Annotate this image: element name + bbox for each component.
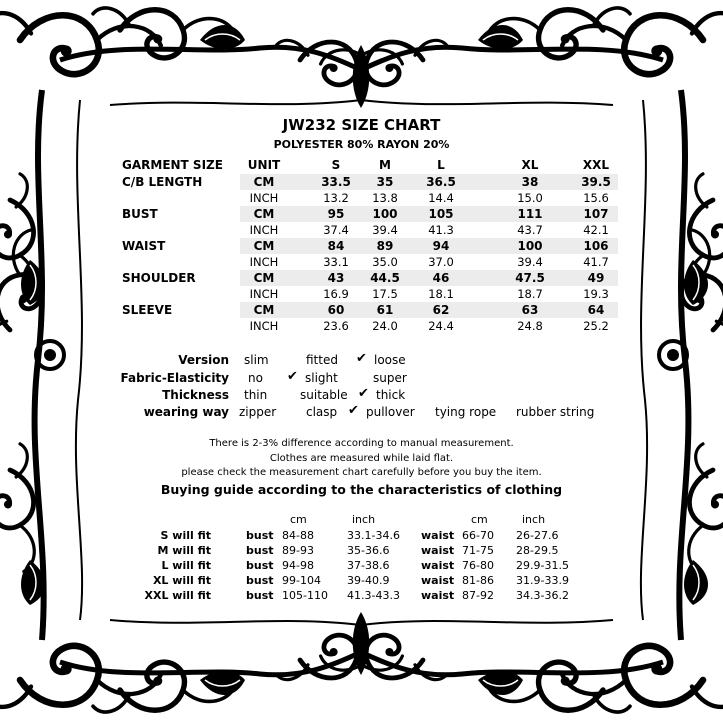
guide-bust-word: bust xyxy=(246,529,274,542)
guide-size-label: L will fit xyxy=(161,559,211,572)
inch-value: 18.7 xyxy=(517,287,543,301)
guide-waist-word: waist xyxy=(421,544,455,557)
guide-bust-inch: 41.3-43.3 xyxy=(347,589,400,602)
checkmark-icon: ✔ xyxy=(348,403,359,418)
unit-inch-label: INCH xyxy=(249,319,279,333)
cm-value: 105 xyxy=(428,207,454,221)
guide-bust-word: bust xyxy=(246,574,274,587)
guide-bust-word: bust xyxy=(246,589,274,602)
characteristic-option: pullover xyxy=(366,405,415,419)
characteristic-label: wearing way xyxy=(143,405,229,419)
unit-inch-label: INCH xyxy=(249,255,279,269)
guide-col-cm: cm xyxy=(290,513,307,526)
inch-value: 42.1 xyxy=(583,223,609,237)
inch-value: 24.0 xyxy=(372,319,398,333)
cm-value: 100 xyxy=(517,239,543,253)
cm-value: 84 xyxy=(327,239,345,253)
inch-value: 33.1 xyxy=(323,255,349,269)
unit-cm-label: CM xyxy=(253,303,275,317)
guide-bust-inch: 37-38.6 xyxy=(347,559,390,572)
guide-waist-inch: 26-27.6 xyxy=(516,529,559,542)
unit-inch-label: INCH xyxy=(249,223,279,237)
cm-value: 100 xyxy=(372,207,398,221)
size-row-label: BUST xyxy=(122,207,158,221)
guide-bust-word: bust xyxy=(246,544,274,557)
size-row-label: SLEEVE xyxy=(122,303,173,317)
characteristic-option: tying rope xyxy=(435,405,497,419)
guide-waist-word: waist xyxy=(421,589,455,602)
inch-value: 41.7 xyxy=(583,255,609,269)
size-header-3: M xyxy=(379,158,391,172)
note-line-2: Clothes are measured while laid flat. xyxy=(269,453,454,464)
characteristic-label: Thickness xyxy=(162,388,229,402)
cm-value: 43 xyxy=(327,271,345,285)
characteristic-option: zipper xyxy=(239,405,277,419)
characteristic-label: Fabric-Elasticity xyxy=(120,371,229,385)
guide-bust-cm: 99-104 xyxy=(282,574,321,587)
inch-value: 16.9 xyxy=(323,287,349,301)
inch-value: 35.0 xyxy=(372,255,398,269)
cm-value: 39.5 xyxy=(581,175,611,189)
size-header-1: UNIT xyxy=(247,158,281,172)
unit-cm-label: CM xyxy=(253,239,275,253)
guide-waist-inch: 29.9-31.5 xyxy=(516,559,569,572)
guide-waist-inch: 34.3-36.2 xyxy=(516,589,569,602)
size-header-5: XL xyxy=(521,158,539,172)
cm-value: 60 xyxy=(327,303,345,317)
guide-bust-cm: 89-93 xyxy=(282,544,314,557)
inch-value: 14.4 xyxy=(428,191,454,205)
cm-value: 107 xyxy=(583,207,609,221)
cm-value: 49 xyxy=(587,271,605,285)
page-title: JW232 SIZE CHART xyxy=(282,116,441,134)
guide-size-label: XXL will fit xyxy=(144,589,211,602)
size-row-label: C/B LENGTH xyxy=(122,175,203,189)
inch-value: 18.1 xyxy=(428,287,454,301)
cm-value: 62 xyxy=(432,303,450,317)
characteristic-option: slight xyxy=(305,371,338,385)
guide-col-inch-2: inch xyxy=(522,513,546,526)
inch-value: 23.6 xyxy=(323,319,349,333)
cm-value: 61 xyxy=(376,303,394,317)
characteristic-option: slim xyxy=(244,353,269,367)
guide-size-label: S will fit xyxy=(160,529,211,542)
inch-value: 19.3 xyxy=(583,287,609,301)
inch-value: 24.4 xyxy=(428,319,454,333)
guide-bust-inch: 39-40.9 xyxy=(347,574,390,587)
inch-value: 15.6 xyxy=(583,191,609,205)
size-header-2: S xyxy=(331,158,341,172)
unit-cm-label: CM xyxy=(253,207,275,221)
inch-value: 37.0 xyxy=(428,255,454,269)
cm-value: 111 xyxy=(517,207,543,221)
guide-waist-word: waist xyxy=(421,574,455,587)
guide-waist-cm: 81-86 xyxy=(462,574,494,587)
cm-value: 33.5 xyxy=(321,175,351,189)
characteristic-option: super xyxy=(373,371,407,385)
inch-value: 25.2 xyxy=(583,319,609,333)
cm-value: 106 xyxy=(583,239,609,253)
guide-bust-cm: 94-98 xyxy=(282,559,314,572)
cm-value: 36.5 xyxy=(426,175,456,189)
unit-cm-label: CM xyxy=(253,271,275,285)
characteristic-option: suitable xyxy=(300,388,348,402)
size-header-0: GARMENT SIZE xyxy=(122,158,223,172)
guide-size-label: XL will fit xyxy=(152,574,211,587)
checkmark-icon: ✔ xyxy=(356,351,367,366)
cm-value: 35 xyxy=(376,175,394,189)
cm-value: 63 xyxy=(521,303,539,317)
inch-value: 39.4 xyxy=(372,223,398,237)
size-header-6: XXL xyxy=(582,158,610,172)
guide-waist-word: waist xyxy=(421,559,455,572)
buying-guide-title: Buying guide according to the characteristics of clothing xyxy=(160,482,563,497)
cm-value: 64 xyxy=(587,303,605,317)
guide-waist-word: waist xyxy=(421,529,455,542)
unit-inch-label: INCH xyxy=(249,287,279,301)
guide-waist-inch: 31.9-33.9 xyxy=(516,574,569,587)
material-subtitle: POLYESTER 80% RAYON 20% xyxy=(273,138,450,151)
guide-waist-cm: 66-70 xyxy=(462,529,494,542)
guide-bust-cm: 84-88 xyxy=(282,529,314,542)
inch-value: 13.2 xyxy=(323,191,349,205)
cm-value: 47.5 xyxy=(515,271,545,285)
guide-waist-cm: 71-75 xyxy=(462,544,494,557)
guide-waist-cm: 87-92 xyxy=(462,589,494,602)
unit-cm-label: CM xyxy=(253,175,275,189)
size-row-label: SHOULDER xyxy=(122,271,196,285)
guide-bust-inch: 35-36.6 xyxy=(347,544,390,557)
size-header-4: L xyxy=(437,158,445,172)
inch-value: 41.3 xyxy=(428,223,454,237)
characteristic-option: thick xyxy=(376,388,406,402)
guide-bust-inch: 33.1-34.6 xyxy=(347,529,400,542)
characteristic-label: Version xyxy=(178,353,229,367)
guide-bust-cm: 105-110 xyxy=(282,589,328,602)
inch-value: 24.8 xyxy=(517,319,543,333)
guide-bust-word: bust xyxy=(246,559,274,572)
checkmark-icon: ✔ xyxy=(358,386,369,401)
inch-value: 17.5 xyxy=(372,287,398,301)
characteristic-option: rubber string xyxy=(516,405,595,419)
inch-value: 43.7 xyxy=(517,223,543,237)
cm-value: 44.5 xyxy=(370,271,400,285)
characteristic-option: clasp xyxy=(306,405,338,419)
size-row-label: WAIST xyxy=(122,239,166,253)
inch-value: 37.4 xyxy=(323,223,349,237)
inch-value: 13.8 xyxy=(372,191,398,205)
cm-value: 46 xyxy=(432,271,450,285)
note-line-3: please check the measurement chart carefully before you buy the item. xyxy=(181,467,542,478)
cm-value: 38 xyxy=(521,175,539,189)
cm-value: 89 xyxy=(376,239,394,253)
characteristic-option: fitted xyxy=(306,353,338,367)
unit-inch-label: INCH xyxy=(249,191,279,205)
cm-value: 95 xyxy=(327,207,345,221)
guide-size-label: M will fit xyxy=(157,544,211,557)
inch-value: 15.0 xyxy=(517,191,543,205)
characteristic-option: loose xyxy=(374,353,406,367)
cm-value: 94 xyxy=(432,239,450,253)
characteristic-option: no xyxy=(248,371,263,385)
note-line-1: There is 2-3% difference according to manual measurement. xyxy=(209,438,514,449)
checkmark-icon: ✔ xyxy=(287,369,298,384)
guide-waist-cm: 76-80 xyxy=(462,559,494,572)
characteristic-option: thin xyxy=(244,388,268,402)
inch-value: 39.4 xyxy=(517,255,543,269)
guide-waist-inch: 28-29.5 xyxy=(516,544,559,557)
guide-col-cm-2: cm xyxy=(471,513,488,526)
guide-col-inch: inch xyxy=(352,513,376,526)
